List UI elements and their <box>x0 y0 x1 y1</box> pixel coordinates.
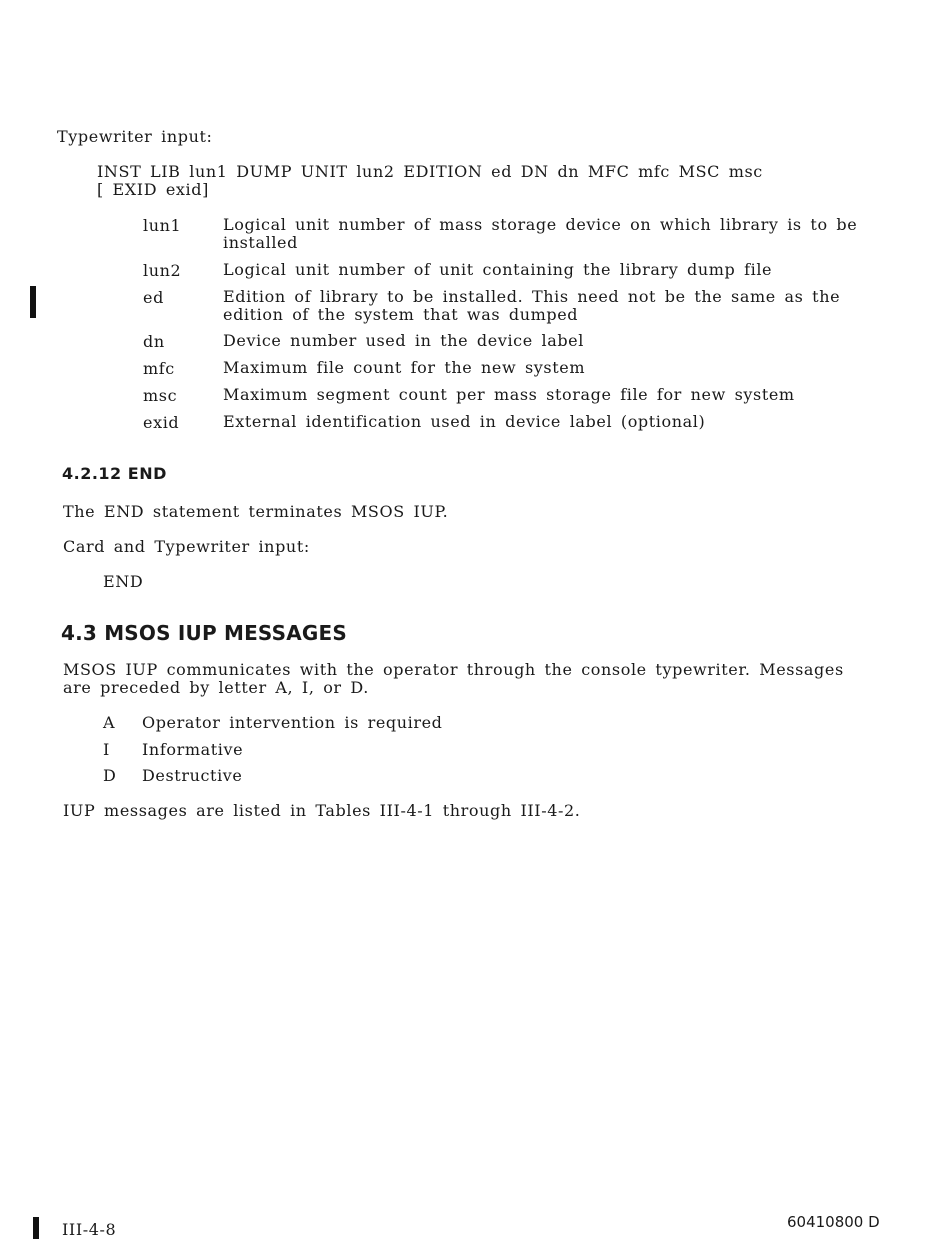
param-name: msc <box>143 386 178 405</box>
messages-intro-line-2: are preceded by letter A, I, or D. <box>63 678 369 697</box>
message-meaning: Informative <box>142 740 244 759</box>
message-letter: A <box>103 713 116 732</box>
message-letter: D <box>103 766 117 785</box>
param-description: Logical unit number of mass storage device on which library is to be installed <box>223 215 858 252</box>
document-number: 60410800 D <box>787 1213 880 1231</box>
message-meaning: Operator intervention is required <box>142 713 443 732</box>
param-description: Maximum file count for the new system <box>223 358 586 377</box>
param-name: mfc <box>143 359 175 378</box>
param-name: exid <box>143 413 180 432</box>
param-description: External identification used in device label (optional) <box>223 412 706 431</box>
param-description: Logical unit number of unit containing the library dump file <box>223 260 773 279</box>
command-line-1: INST LIB lun1 DUMP UNIT lun2 EDITION ed DN dn MFC mfc MSC msc <box>97 162 763 181</box>
param-name: lun2 <box>143 261 182 280</box>
card-typewriter-input-label: Card and Typewriter input: <box>63 537 310 556</box>
param-description: Device number used in the device label <box>223 331 584 350</box>
message-meaning: Destructive <box>142 766 243 785</box>
typewriter-input-label: Typewriter input: <box>57 127 213 146</box>
messages-closing-text: IUP messages are listed in Tables III-4-1 through III-4-2. <box>63 801 581 820</box>
messages-intro-line-1: MSOS IUP communicates with the operator through the console typewriter. Messages <box>63 660 844 679</box>
page-number: III-4-8 <box>62 1220 117 1239</box>
param-description: Maximum segment count per mass storage file for new system <box>223 385 795 404</box>
end-statement-text: The END statement terminates MSOS IUP. <box>63 502 449 521</box>
param-name: ed <box>143 288 164 307</box>
message-letter: I <box>103 740 110 759</box>
param-name: lun1 <box>143 216 182 235</box>
change-bar-ed <box>30 286 36 318</box>
change-bar-footer <box>33 1217 39 1239</box>
section-heading-end: 4.2.12 END <box>62 464 167 483</box>
param-description: Edition of library to be installed. This need not be the same as the edition of the system that was dumped <box>223 287 841 324</box>
param-name: dn <box>143 332 165 351</box>
command-line-2: [ EXID exid] <box>97 180 209 199</box>
section-heading-messages: 4.3 MSOS IUP MESSAGES <box>61 621 348 645</box>
end-code: END <box>103 572 144 591</box>
